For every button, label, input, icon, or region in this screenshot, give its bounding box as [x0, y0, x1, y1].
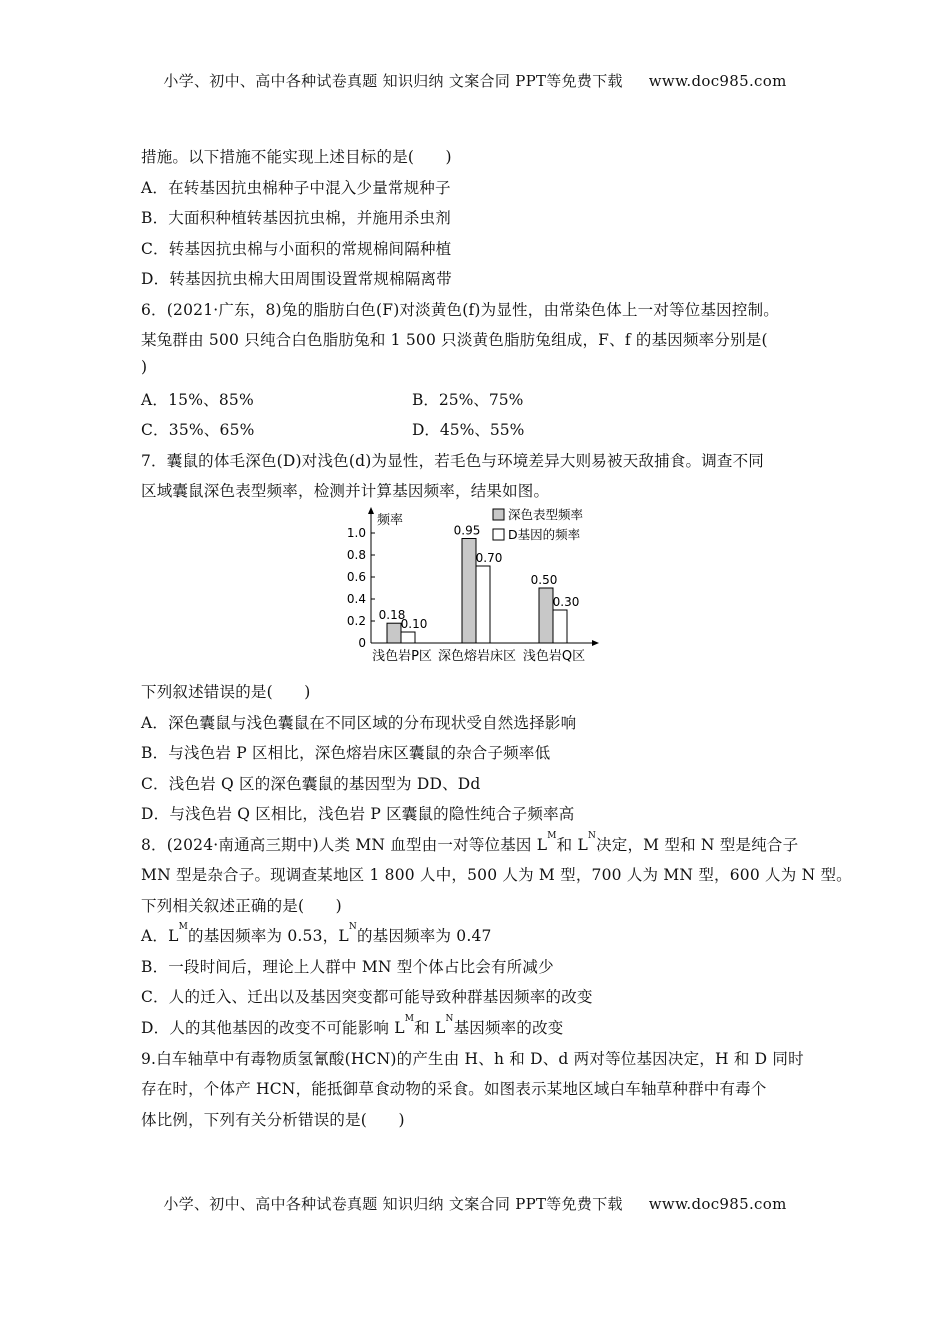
- q8-line1: 8．(2024·南通高三期中)人类 MN 血型由一对等位基因 $L^M$和 $L^N$决定，M 型和 N 型是纯合子: [141, 831, 799, 854]
- q7-question: 下列叙述错误的是( ): [141, 683, 311, 701]
- header-url[interactable]: www.doc985.com: [648, 72, 787, 90]
- data-label: 0.10: [400, 617, 428, 631]
- bar-d-gene-1: [476, 566, 490, 643]
- gene-frequency-chart: [330, 505, 620, 670]
- data-label: 0.30: [552, 595, 580, 609]
- data-label: 0.50: [530, 573, 558, 587]
- q8-option-c: C．人的迁入、迁出以及基因突变都可能导致种群基因频率的改变: [141, 988, 593, 1006]
- q6-option-c: C．35%、65%: [141, 421, 255, 439]
- q6-line2: 某兔群由 500 只纯合白色脂肪兔和 1 500 只淡黄色脂肪兔组成，F、f 的基因频率分别是(: [141, 331, 768, 349]
- q9-line3: 体比例，下列有关分析错误的是( ): [141, 1111, 405, 1129]
- bar-d-gene-0: [401, 632, 415, 643]
- q5-option-a: A．在转基因抗虫棉种子中混入少量常规种子: [141, 179, 451, 197]
- page-header: [0, 70, 950, 91]
- q6-option-a: A．15%、85%: [141, 391, 254, 409]
- page-footer: [0, 1193, 950, 1214]
- q8-option-b: B．一段时间后，理论上人群中 MN 型个体占比会有所减少: [141, 958, 554, 976]
- data-label: 0.70: [475, 551, 503, 565]
- bar-dark-phenotype-2: [539, 588, 553, 643]
- legend-swatch-0: [493, 509, 504, 520]
- q7-option-d: D．与浅色岩 Q 区相比，浅色岩 P 区囊鼠的隐性纯合子频率高: [141, 805, 575, 823]
- q5-stem: 措施。以下措施不能实现上述目标的是( ): [141, 148, 452, 166]
- q8-option-d: D．人的其他基因的改变不可能影响 $L^M$和 $L^N$基因频率的改变: [141, 1014, 564, 1037]
- q7-line2: 区域囊鼠深色表型频率，检测并计算基因频率，结果如图。: [141, 482, 550, 500]
- y-axis-arrow: [368, 507, 374, 514]
- q7-option-c: C．浅色岩 Q 区的深色囊鼠的基因型为 DD、Dd: [141, 775, 481, 793]
- legend-label-1: D基因的频率: [508, 527, 581, 542]
- y-tick-label: 0: [358, 636, 366, 650]
- y-tick-label: 0.4: [346, 592, 366, 606]
- q8-option-a: A．$L^M$的基因频率为 0.53，$L^N$的基因频率为 0.47: [141, 922, 492, 945]
- bar-dark-phenotype-1: [462, 539, 476, 644]
- data-label: 0.95: [453, 523, 481, 538]
- y-tick-label: 0.8: [346, 548, 366, 562]
- x-category-label: 浅色岩P区: [372, 649, 432, 664]
- bar-d-gene-2: [553, 610, 567, 643]
- q8-line2: MN 型是杂合子。现调查某地区 1 800 人中，500 人为 M 型，700 人为 MN 型，600 人为 N 型。: [141, 866, 852, 884]
- q7-option-b: B．与浅色岩 P 区相比，深色熔岩床区囊鼠的杂合子频率低: [141, 744, 551, 762]
- bar-dark-phenotype-0: [387, 623, 401, 643]
- q9-line1: 9.白车轴草中有毒物质氢氰酸(HCN)的产生由 H、h 和 D、d 两对等位基因决定，H 和 D 同时: [141, 1050, 804, 1068]
- footer-url[interactable]: www.doc985.com: [648, 1195, 787, 1213]
- x-axis-arrow: [592, 640, 599, 646]
- q5-option-b: B．大面积种植转基因抗虫棉，并施用杀虫剂: [141, 209, 451, 227]
- q5-option-d: D．转基因抗虫棉大田周围设置常规棉隔离带: [141, 270, 452, 288]
- footer-text: 小学、初中、高中各种试卷真题 知识归纳 文案合同 PPT等免费下载: [163, 1195, 623, 1213]
- x-category-label: 浅色岩Q区: [522, 649, 586, 664]
- q5-option-c: C．转基因抗虫棉与小面积的常规棉间隔种植: [141, 240, 452, 258]
- q7-option-a: A．深色囊鼠与浅色囊鼠在不同区域的分布现状受自然选择影响: [141, 714, 577, 732]
- q7-line1: 7．囊鼠的体毛深色(D)对浅色(d)为显性，若毛色与环境差异大则易被天敌捕食。调查不同: [141, 452, 765, 470]
- y-tick-label: 0.6: [346, 570, 366, 584]
- q6-line3: ): [141, 358, 148, 376]
- x-category-label: 深色熔岩床区: [437, 649, 517, 664]
- y-axis-label: 频率: [377, 513, 404, 528]
- legend-label-0: 深色表型频率: [508, 507, 584, 522]
- y-tick-label: 1.0: [346, 526, 366, 540]
- data-label: 0.18: [378, 608, 406, 623]
- q6-option-d: D．45%、55%: [412, 421, 525, 439]
- q8-line3: 下列相关叙述正确的是( ): [141, 897, 342, 915]
- q6-line1: 6．(2021·广东，8)兔的脂肪白色(F)对淡黄色(f)为显性，由常染色体上一对等位基因控制。: [141, 301, 779, 319]
- legend-swatch-1: [493, 529, 504, 540]
- q9-line2: 存在时，个体产 HCN，能抵御草食动物的采食。如图表示某地区域白车轴草种群中有毒个: [141, 1080, 767, 1098]
- header-text: 小学、初中、高中各种试卷真题 知识归纳 文案合同 PPT等免费下载: [163, 72, 623, 90]
- q6-option-b: B．25%、75%: [412, 391, 524, 409]
- y-tick-label: 0.2: [346, 614, 366, 628]
